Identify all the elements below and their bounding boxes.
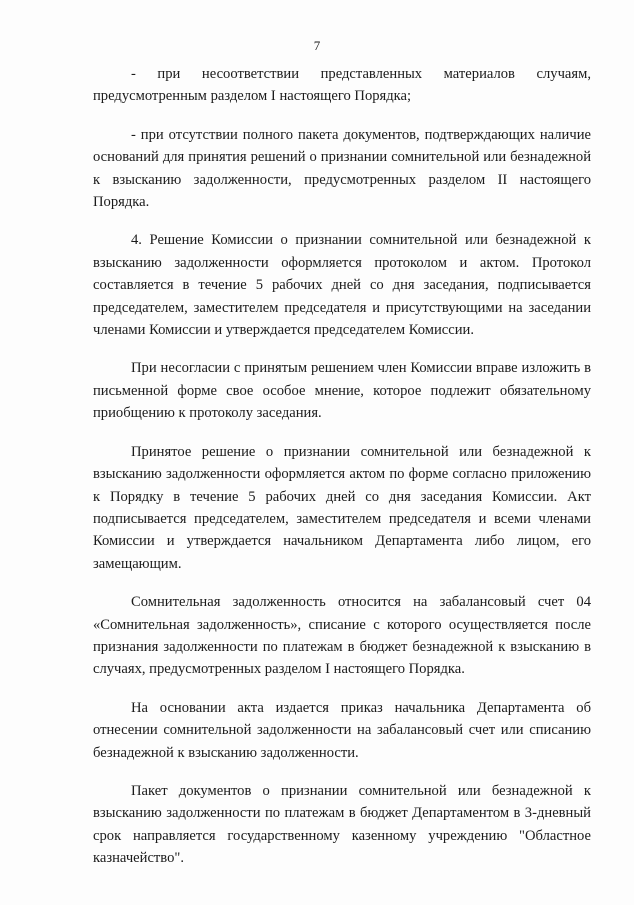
page-number: 7 (313, 38, 321, 53)
paragraph-doubtful-debt-account: Сомнительная задолженность относится на забалансовый счет 04 «Сомнительная задолженность», списание с которого осуществляется после признания задолженности по платежам в бюджет безнадежной к взысканию в случаях, предусмотренных разделом I настоящего Порядка. (93, 594, 591, 678)
paragraph-act-formalization: Принятое решение о признании сомнительной или безнадежной к взысканию задолженности оформляется актом по форме согласно приложению к Порядку в течение 5 рабочих дней со дня заседания Комиссии. Акт подписывается председателем, заместителем председателя и всеми членами Комиссии и утверждается начальником Департамента либо лицом, его замещающим. (93, 443, 591, 572)
paragraph-mismatch-materials: - при несоответствии представленных материалов случаям, предусмотренным разделом I настоящего Порядка; (93, 66, 591, 105)
paragraph-order-issuance: На основании акта издается приказ начальника Департамента об отнесении сомнительной задолженности на забалансовый счет или списанию безнадежной к взысканию задолженности. (93, 699, 591, 761)
document-body (93, 63, 591, 886)
paragraph-document-package: Пакет документов о признании сомнительной или безнадежной к взысканию задолженности по платежам в бюджет Департаментом в 3-дневный срок направляется государственному казенному учреждению "Областное казначейство". (93, 782, 591, 867)
paragraph-missing-documents: - при отсутствии полного пакета документов, подтверждающих наличие оснований для принятия решений о признании сомнительной или безнадежной к взысканию задолженности, предусмотренных разделом II настоящего Порядка. (93, 126, 591, 211)
paragraph-commission-decision: 4. Решение Комиссии о признании сомнительной или безнадежной к взысканию задолженности оформляется протоколом и актом. Протокол составляется в течение 5 рабочих дней со дня заседания, подписывается председателем, заместителем председателя и присутствующими на заседании членами Комиссии и утверждается председателем Комиссии. (93, 232, 591, 339)
paragraph-dissenting-opinion: При несогласии с принятым решением член Комиссии вправе изложить в письменной форме свое особое мнение, которое подлежит обязательному приобщению к протоколу заседания. (93, 360, 591, 422)
